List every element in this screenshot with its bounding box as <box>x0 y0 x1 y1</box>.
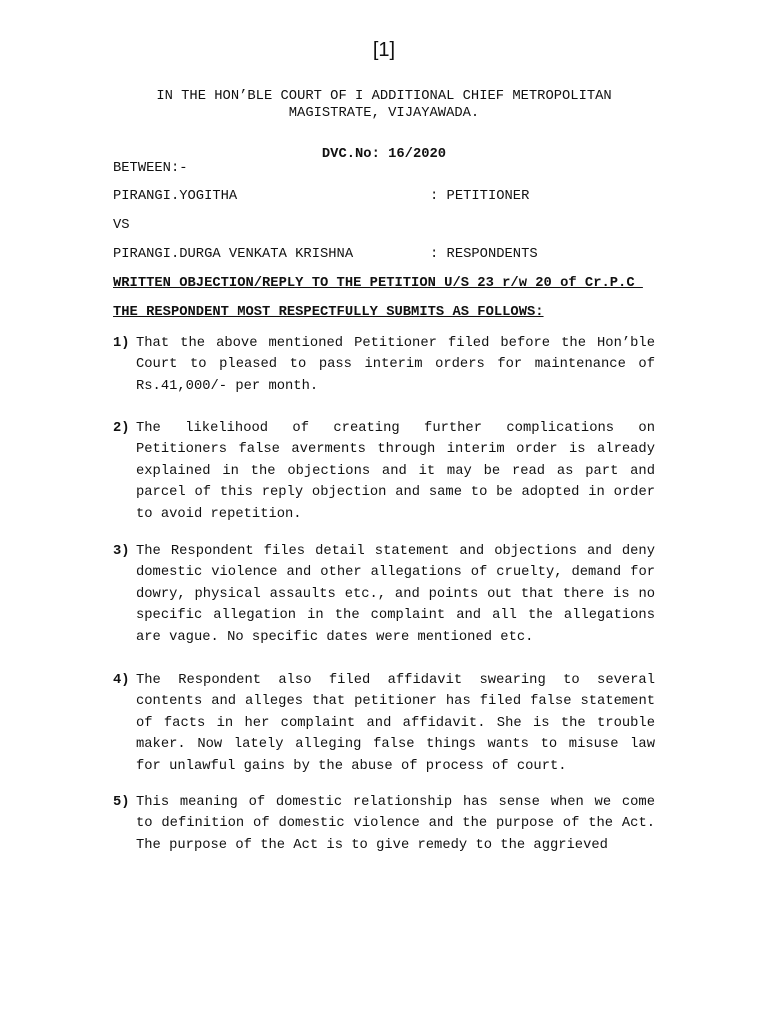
text-line: for unlawful gains by the abuse of process of court. <box>136 758 567 774</box>
court-heading-line-1: IN THE HON’BLE COURT OF I ADDITIONAL CHIEF METROPOLITAN <box>156 89 612 104</box>
paragraph-text <box>136 418 655 525</box>
text-line: The Respondent also filed affidavit swearing to several <box>136 673 655 688</box>
versus-label: VS <box>113 218 130 233</box>
text-line: contents and alleges that petitioner has filed false statement <box>136 694 655 710</box>
text-line: parcel of this reply objection and same to be adopted in order <box>136 485 655 501</box>
text-line: This meaning of domestic relationship has sense when we come <box>136 795 655 810</box>
text-line: to definition of domestic violence and the purpose of the Act. <box>136 816 655 832</box>
document-title: WRITTEN OBJECTION/REPLY TO THE PETITION U/S 23 r/w 20 of Cr.P.C <box>113 276 643 291</box>
text-line: The likelihood of creating further complications on <box>136 421 655 436</box>
between-label: BETWEEN:- <box>113 161 188 176</box>
submission-heading: THE RESPONDENT MOST RESPECTFULLY SUBMITS AS FOLLOWS: <box>113 305 544 320</box>
text-line: to avoid repetition. <box>136 506 302 522</box>
text-line: Rs.41,000/- per month. <box>136 378 319 394</box>
text-line: specific allegation in the complaint and all the allegations <box>136 608 655 624</box>
paragraph-number: 3) <box>113 544 130 559</box>
paragraph-number: 1) <box>113 336 130 351</box>
page-number: [1] <box>372 39 396 61</box>
text-line: Petitioners false averments through interim order is already <box>136 442 655 458</box>
paragraph-text <box>136 792 655 856</box>
text-line: Court to pleased to pass interim orders for maintenance of <box>136 357 655 373</box>
petitioner-role: : PETITIONER <box>430 189 530 204</box>
court-heading-line-2: MAGISTRATE, VIJAYAWADA. <box>288 106 480 121</box>
paragraph-text <box>136 670 655 777</box>
text-line: are vague. No specific dates were mentioned etc. <box>136 629 534 645</box>
text-line: The Respondent files detail statement and objections and deny <box>136 544 655 559</box>
paragraph-number: 5) <box>113 795 130 810</box>
paragraph-number: 2) <box>113 421 130 436</box>
text-line: maker. Now lately alleging false things wants to misuse law <box>136 737 655 753</box>
text-line: domestic violence and other allegations of cruelty, demand for <box>136 565 655 581</box>
paragraph-number: 4) <box>113 673 130 688</box>
text-line: The purpose of the Act is to give remedy to the aggrieved <box>136 837 608 853</box>
paragraph-text <box>136 333 655 397</box>
text-line: dowry, physical assaults etc., and points out that there is no <box>136 586 655 602</box>
paragraph-text <box>136 541 655 648</box>
respondent-role: : RESPONDENTS <box>430 247 538 262</box>
respondent-name: PIRANGI.DURGA VENKATA KRISHNA <box>113 247 354 262</box>
petitioner-name: PIRANGI.YOGITHA <box>113 189 238 204</box>
text-line: explained in the objections and it may be read as part and <box>136 463 655 479</box>
case-number: DVC.No: 16/2020 <box>321 147 447 162</box>
text-line: of facts in her complaint and affidavit. She is the trouble <box>136 715 655 731</box>
text-line: That the above mentioned Petitioner filed before the Hon’ble <box>136 336 655 351</box>
